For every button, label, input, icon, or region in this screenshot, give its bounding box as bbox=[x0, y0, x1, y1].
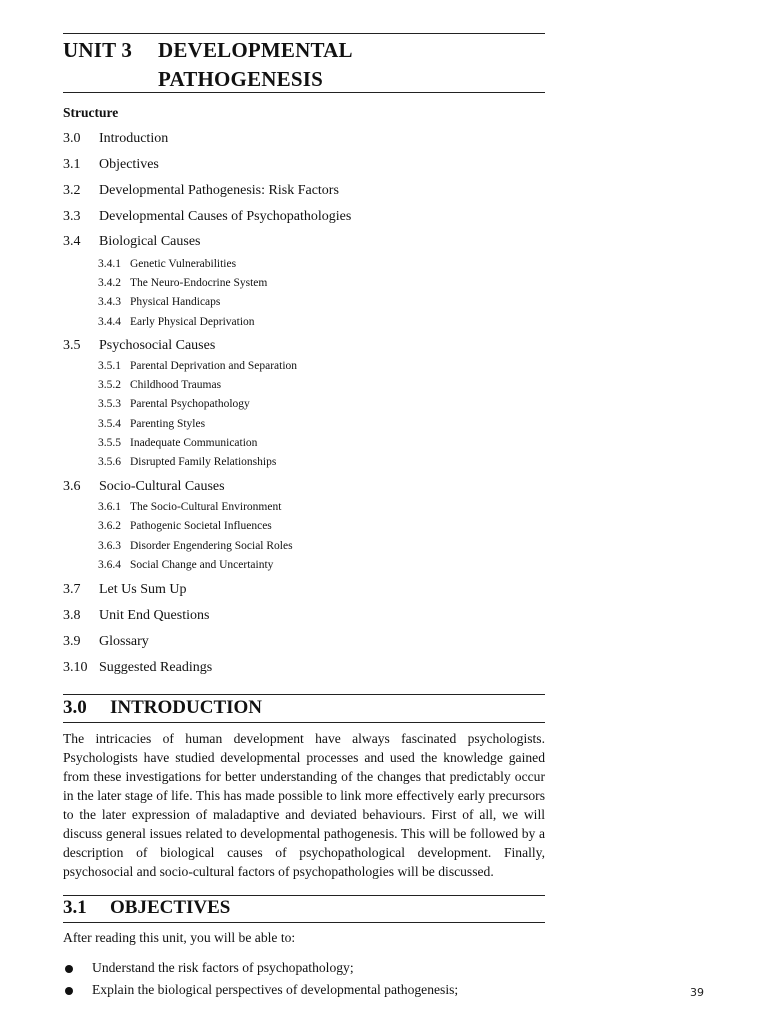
objectives-lead: After reading this unit, you will be able to: bbox=[63, 930, 296, 945]
toc-sub-title: Parental Psychopathology bbox=[130, 398, 250, 410]
toc-number: 3.8 bbox=[63, 608, 81, 623]
toc-sub-title: Pathogenic Societal Influences bbox=[130, 520, 272, 532]
toc-sub-number: 3.5.6 bbox=[98, 456, 121, 468]
toc-title: Psychosocial Causes bbox=[99, 338, 216, 353]
objectives-top-rule bbox=[63, 895, 545, 896]
toc-sub-title: Social Change and Uncertainty bbox=[130, 559, 274, 571]
toc-number: 3.5 bbox=[63, 338, 81, 353]
section-title: OBJECTIVES bbox=[110, 897, 231, 918]
toc-title: Suggested Readings bbox=[99, 660, 213, 675]
bullet-dot-icon bbox=[65, 987, 73, 995]
toc-sub-number: 3.5.2 bbox=[98, 379, 121, 391]
objectives-bottom-rule bbox=[63, 922, 545, 923]
page-number: 39 bbox=[690, 986, 704, 999]
toc-sub-number: 3.5.5 bbox=[98, 437, 121, 449]
toc-title: Developmental Pathogenesis: Risk Factors bbox=[99, 183, 339, 198]
toc-sub-title: Parenting Styles bbox=[130, 418, 206, 430]
toc-number: 3.7 bbox=[63, 582, 81, 597]
unit-name bbox=[158, 36, 518, 94]
section-number: 3.0 bbox=[63, 697, 87, 718]
toc-number: 3.4 bbox=[63, 234, 81, 249]
toc-title: Glossary bbox=[99, 634, 149, 649]
toc-sub-title: The Neuro-Endocrine System bbox=[130, 277, 268, 289]
toc-sub-number: 3.6.2 bbox=[98, 520, 121, 532]
unit-name-line1: DEVELOPMENTAL bbox=[158, 38, 353, 62]
intro-bottom-rule bbox=[63, 722, 545, 723]
toc-title: Socio-Cultural Causes bbox=[99, 479, 225, 494]
toc-sub-number: 3.6.4 bbox=[98, 559, 121, 571]
toc-sub-number: 3.4.1 bbox=[98, 258, 121, 270]
title-top-rule bbox=[63, 33, 545, 34]
toc-sub-title: Physical Handicaps bbox=[130, 296, 221, 308]
toc-sub-title: Disrupted Family Relationships bbox=[130, 456, 277, 468]
toc-number: 3.3 bbox=[63, 209, 81, 224]
toc-sub-title: The Socio-Cultural Environment bbox=[130, 501, 282, 513]
toc-sub-number: 3.5.4 bbox=[98, 418, 121, 430]
toc-sub-title: Early Physical Deprivation bbox=[130, 316, 255, 328]
toc-title: Biological Causes bbox=[99, 234, 201, 249]
toc-sub-number: 3.4.2 bbox=[98, 277, 121, 289]
toc-number: 3.0 bbox=[63, 131, 81, 146]
toc-sub-title: Genetic Vulnerabilities bbox=[130, 258, 237, 270]
toc-sub-title: Inadequate Communication bbox=[130, 437, 258, 449]
toc-number: 3.10 bbox=[63, 660, 88, 675]
toc-title: Let Us Sum Up bbox=[99, 582, 187, 597]
toc-sub-number: 3.4.3 bbox=[98, 296, 121, 308]
bullet-text: Explain the biological perspectives of developmental pathogenesis; bbox=[92, 982, 459, 997]
toc-number: 3.6 bbox=[63, 479, 81, 494]
toc-sub-number: 3.4.4 bbox=[98, 316, 121, 328]
bullet-text: Understand the risk factors of psychopathology; bbox=[92, 960, 354, 975]
intro-paragraph: The intricacies of human development have always fascinated psychologists. Psychologists have studied developmental processes and used the knowledge gained from these investigations for better understanding of the changes that predictably occur in the later stage of life. This has made possible to link more effectively early precursors to the later expression of maladaptive and deviated behaviours. First of all, we will discuss general issues related to developmental pathogenesis. This will be followed by a description of biological causes of psychopathological development. Finally, psychosocial and socio-cultural factors of psychopathologies will be discussed. bbox=[63, 731, 545, 879]
toc-sub-number: 3.6.1 bbox=[98, 501, 121, 513]
toc-title: Objectives bbox=[99, 157, 159, 172]
unit-name-line2: PATHOGENESIS bbox=[158, 67, 323, 91]
toc-sub-number: 3.5.3 bbox=[98, 398, 121, 410]
toc-title: Introduction bbox=[99, 131, 169, 146]
toc-number: 3.1 bbox=[63, 157, 81, 172]
toc-number: 3.9 bbox=[63, 634, 81, 649]
section-number: 3.1 bbox=[63, 897, 87, 918]
toc-number: 3.2 bbox=[63, 183, 81, 198]
toc-sub-number: 3.5.1 bbox=[98, 360, 121, 372]
toc-title: Developmental Causes of Psychopathologies bbox=[99, 209, 352, 224]
structure-label: Structure bbox=[63, 105, 119, 120]
title-bottom-rule bbox=[63, 92, 545, 93]
toc-title: Unit End Questions bbox=[99, 608, 210, 623]
toc-sub-title: Childhood Traumas bbox=[130, 379, 222, 391]
toc-sub-title: Parental Deprivation and Separation bbox=[130, 360, 298, 372]
toc-sub-title: Disorder Engendering Social Roles bbox=[130, 540, 293, 552]
toc-sub-number: 3.6.3 bbox=[98, 540, 121, 552]
unit-number: UNIT 3 bbox=[63, 38, 133, 62]
intro-top-rule bbox=[63, 694, 545, 695]
section-title: INTRODUCTION bbox=[110, 697, 263, 718]
bullet-dot-icon bbox=[65, 965, 73, 973]
